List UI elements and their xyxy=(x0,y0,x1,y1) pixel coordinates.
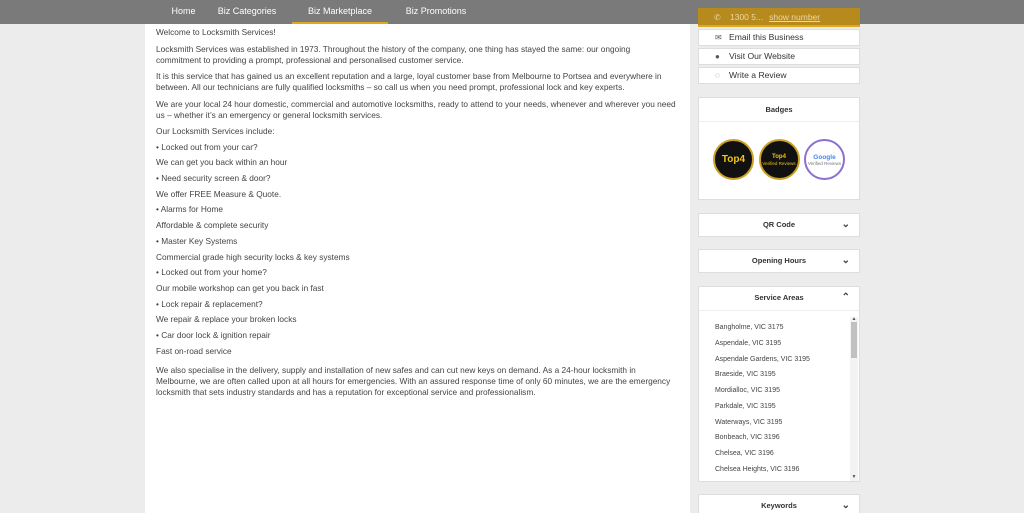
list-item: Chelsea, VIC 3196 xyxy=(715,450,774,457)
list-item: Chelsea Heights, VIC 3196 xyxy=(715,466,800,473)
badge-text: Google xyxy=(813,153,836,161)
opening-hours-title: Opening Hours xyxy=(751,256,807,265)
show-number-link[interactable]: show number xyxy=(769,12,821,22)
google-verified-reviews-badge xyxy=(804,139,845,180)
badge-text: Top4 xyxy=(721,153,746,165)
list-item: Aspendale, VIC 3195 xyxy=(715,340,782,347)
scrollbar-thumb[interactable] xyxy=(851,322,857,358)
chevron-down-icon[interactable]: ⌄ xyxy=(841,219,850,230)
scroll-up-arrow-icon[interactable]: ▲ xyxy=(851,316,857,322)
phone-icon: ✆ xyxy=(714,13,721,22)
nav-home[interactable]: Home xyxy=(171,6,196,16)
globe-icon: ● xyxy=(715,52,720,61)
paragraph: We are your local 24 hour domestic, commercial and automotive locksmiths, ready to attend to your needs, whenever and wherever you need us – whether it’s an emergency or general locksmith services. xyxy=(156,98,676,120)
service-line: • Alarms for Home xyxy=(156,204,223,215)
scroll-down-arrow-icon[interactable]: ▼ xyxy=(851,474,857,480)
service-line: • Need security screen & door? xyxy=(156,173,271,184)
paragraph: It is this service that has gained us an excellent reputation and a large, loyal customer base from Melbourne to Portsea and everywhere in between. All our technicians are fully qualified locksmiths – so call us when you need prompt, professional lock and key experts. xyxy=(156,71,662,92)
list-item: Bonbeach, VIC 3196 xyxy=(715,434,780,441)
service-areas-list[interactable] xyxy=(699,311,859,477)
service-line: Our mobile workshop can get you back in fast xyxy=(156,282,324,293)
list-item: Waterways, VIC 3195 xyxy=(715,419,783,426)
chevron-up-icon[interactable]: ⌃ xyxy=(841,292,850,303)
business-description xyxy=(156,27,676,403)
email-business-button[interactable] xyxy=(698,29,860,46)
business-description-panel xyxy=(145,0,690,513)
badge-text: Top4 xyxy=(772,153,786,160)
nav-biz-marketplace[interactable]: Biz Marketplace xyxy=(292,0,388,24)
keywords-title: Keywords xyxy=(761,501,797,510)
list-item: Mordialloc, VIC 3195 xyxy=(715,387,780,394)
service-line: • Master Key Systems xyxy=(156,235,238,246)
badges-title: Badges xyxy=(699,98,859,122)
service-line: • Locked out from your car? xyxy=(156,141,258,152)
service-line: Fast on-road service xyxy=(156,345,232,356)
main-nav xyxy=(0,0,700,24)
service-line: • Locked out from your home? xyxy=(156,267,267,278)
top4-verified-reviews-badge xyxy=(759,139,800,180)
nav-biz-promotions[interactable]: Biz Promotions xyxy=(405,6,467,16)
qr-code-panel[interactable] xyxy=(698,213,860,237)
paragraph: Welcome to Locksmith Services! xyxy=(156,27,276,37)
service-line: We offer FREE Measure & Quote. xyxy=(156,188,282,199)
service-line: • Lock repair & replacement? xyxy=(156,298,263,309)
service-line: • Car door lock & ignition repair xyxy=(156,329,271,340)
badges-panel xyxy=(698,97,860,200)
services-intro: Our Locksmith Services include: xyxy=(156,126,275,136)
closing-paragraph: We also specialise in the delivery, supply and installation of new safes and can cut new keys on demand. As a 24-hour locksmith in Melbourne, we are often called upon at all hours for emergencies. With an assured response time of only 60 minutes, we are the emergency locksmith that sets industry standards and has a reputation for exceptional service and professionalism. xyxy=(156,364,671,397)
service-line: We repair & replace your broken locks xyxy=(156,314,297,325)
service-line: Affordable & complete security xyxy=(156,220,269,231)
service-areas-panel xyxy=(698,286,860,482)
list-item: Bangholme, VIC 3175 xyxy=(715,324,784,331)
chevron-down-icon[interactable]: ⌄ xyxy=(841,255,850,266)
email-business-label: Email this Business xyxy=(729,32,804,42)
phone-button[interactable] xyxy=(698,8,860,27)
badge-subtext: Verified Reviews xyxy=(762,160,796,166)
envelope-icon: ✉ xyxy=(715,33,722,42)
badge-subtext: Verified Reviews xyxy=(807,160,842,166)
visit-website-label: Visit Our Website xyxy=(729,51,796,61)
chevron-down-icon[interactable]: ⌄ xyxy=(841,500,850,511)
list-item: Aspendale Gardens, VIC 3195 xyxy=(715,356,810,363)
comment-icon: ◌ xyxy=(715,71,720,80)
opening-hours-panel[interactable] xyxy=(698,249,860,273)
qr-code-title: QR Code xyxy=(762,220,796,229)
phone-number: 1300 5... xyxy=(730,12,764,22)
write-review-button[interactable] xyxy=(698,67,860,84)
keywords-panel[interactable] xyxy=(698,494,860,513)
paragraph: Locksmith Services was established in 1973. Throughout the history of the company, one thing has stayed the same: our ongoing commitment to providing a prompt, professional and personalised customer service. xyxy=(156,43,631,65)
service-line: We can get you back within an hour xyxy=(156,157,288,168)
service-areas-title: Service Areas xyxy=(754,293,804,302)
list-item: Braeside, VIC 3195 xyxy=(715,371,776,378)
write-review-label: Write a Review xyxy=(729,70,787,80)
service-line: Commercial grade high security locks & key systems xyxy=(156,251,350,262)
nav-biz-categories[interactable]: Biz Categories xyxy=(217,6,277,16)
list-item: Parkdale, VIC 3195 xyxy=(715,403,776,410)
service-areas-scrollbar[interactable] xyxy=(850,317,858,481)
top4-badge xyxy=(713,139,754,180)
visit-website-button[interactable] xyxy=(698,48,860,65)
